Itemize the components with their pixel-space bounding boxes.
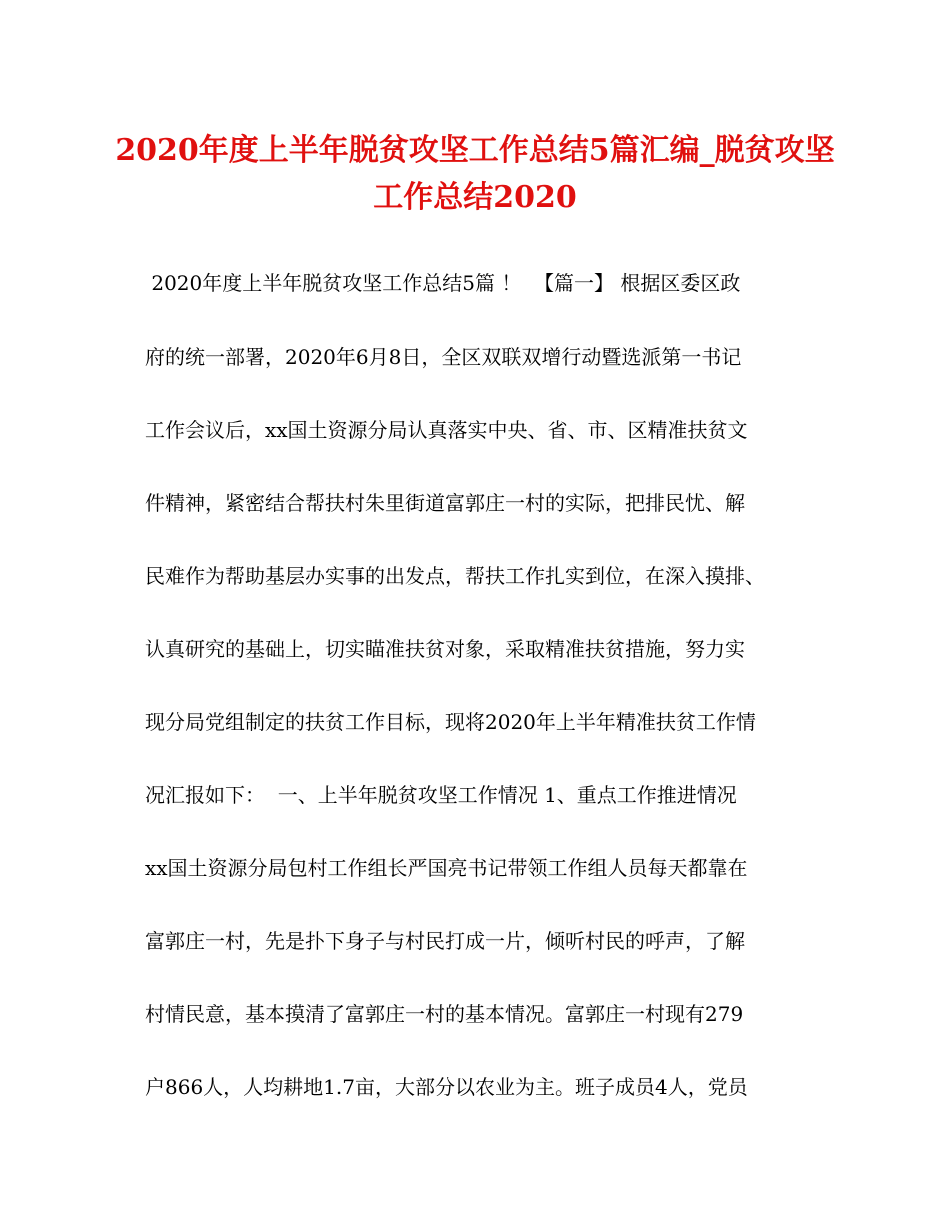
body-line: xx国土资源分局包村工作组长严国亮书记带领工作组人员每天都靠在 <box>145 856 748 880</box>
body-line: 民难作为帮助基层办实事的出发点，帮扶工作扎实到位，在深入摸排、 <box>145 564 765 588</box>
body-line: 富郭庄一村，先是扑下身子与村民打成一片，倾听村民的呼声，了解 <box>145 929 745 953</box>
body-line: 现分局党组制定的扶贫工作目标，现将2020年上半年精准扶贫工作情 <box>145 710 756 734</box>
body-line: 况汇报如下： 一、上半年脱贫攻坚工作情况 1、重点工作推进情况 <box>145 783 737 807</box>
body-line: 村情民意，基本摸清了富郭庄一村的基本情况。富郭庄一村现有279 <box>145 1002 744 1026</box>
body-line: 户866人，人均耕地1.7亩，大部分以农业为主。班子成员4人，党员 <box>145 1075 748 1099</box>
body-line: 认真研究的基础上，切实瞄准扶贫对象，采取精准扶贫措施，努力实 <box>145 637 745 661</box>
body-line: 工作会议后，xx国土资源分局认真落实中央、省、市、区精准扶贫文 <box>145 418 748 442</box>
document-title-line-1: 2020年度上半年脱贫攻坚工作总结5篇汇编_脱贫攻坚 <box>115 133 835 168</box>
body-line: 2020年度上半年脱贫攻坚工作总结5篇 ！ 【篇一】 根据区委区政 <box>145 271 741 295</box>
document-title-line-2: 工作总结2020 <box>373 180 577 215</box>
body-line: 件精神，紧密结合帮扶村朱里街道富郭庄一村的实际，把排民忧、解 <box>145 491 745 515</box>
body-line: 府的统一部署，2020年6月8日，全区双联双增行动暨选派第一书记 <box>145 345 742 369</box>
